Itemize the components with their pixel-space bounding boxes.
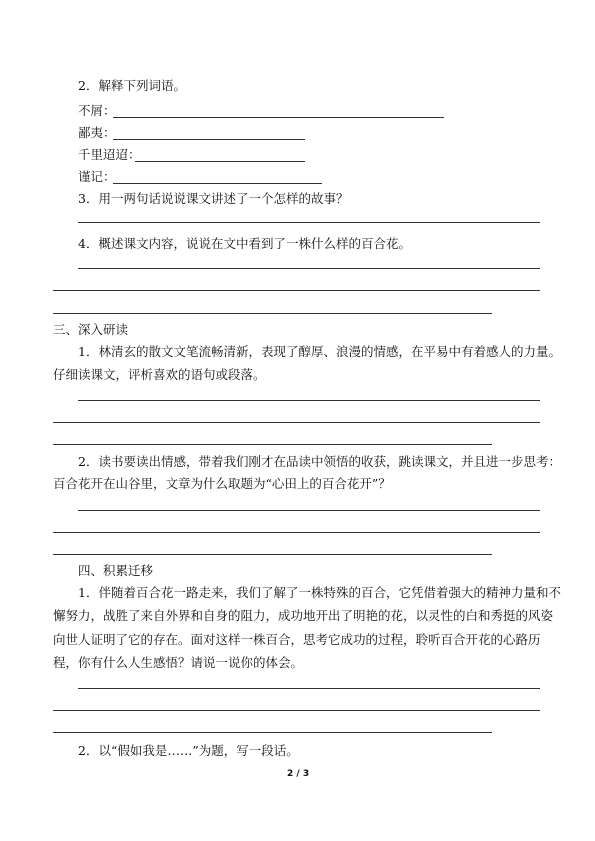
answer-line[interactable] [53, 554, 492, 555]
section-4-q1-line3: 向世人证明了它的存在。面对这样一株百合，思考它成功的过程，聆听百合开花的心路历 [53, 632, 541, 647]
section-4-q1-line4: 程，你有什么人生感悟？请说一说你的体会。 [53, 655, 304, 670]
question-4-title: 4．概述课文内容，说说在文中看到了一株什么样的百合花。 [78, 236, 411, 251]
section-3-heading: 三、深入研读 [53, 322, 129, 337]
answer-line[interactable] [53, 422, 540, 423]
section-3-q2-line1: 2．读书要读出情感，带着我们刚才在品读中领悟的收获，跳读课文，并且进一步思考： [78, 454, 561, 469]
answer-line[interactable] [78, 688, 540, 689]
question-3-title: 3．用一两句话说说课文讲述了一个怎样的故事？ [78, 191, 349, 206]
answer-line[interactable] [53, 710, 540, 711]
section-3-q1-line2: 仔细读课文，评析喜欢的语句或段落。 [53, 367, 266, 382]
section-4-q1-line2: 懈努力，战胜了来自外界和自身的阻力，成功地开出了明艳的花，以灵性的白和秀挺的风姿 [53, 608, 554, 623]
answer-line[interactable] [78, 400, 540, 401]
page-number: 2 / 3 [287, 769, 310, 779]
answer-line[interactable] [78, 222, 540, 223]
section-4-q1-line1: 1．伴随着百合花一路走来，我们了解了一株特殊的百合，它凭借着强大的精神力量和不 [78, 585, 561, 600]
answer-line[interactable] [53, 290, 540, 291]
term-jinji-label: 谨记： [78, 169, 116, 184]
answer-line[interactable] [53, 732, 492, 733]
term-biyi-blank[interactable] [113, 139, 305, 140]
section-4-q2-title: 2．以“假如我是……”为题，写一段话。 [78, 743, 299, 758]
answer-line[interactable] [53, 444, 492, 445]
term-buxie-blank[interactable] [113, 117, 444, 118]
answer-line[interactable] [53, 532, 540, 533]
term-qianlitiaotiao-label: 千里迢迢： [78, 147, 141, 162]
answer-line[interactable] [53, 313, 492, 314]
term-qianlitiaotiao-blank[interactable] [135, 161, 305, 162]
question-2-title: 2．解释下列词语。 [78, 78, 186, 93]
section-3-q1-line1: 1．林清玄的散文文笔流畅清新，表现了醇厚、浪漫的情感，在平易中有着感人的力量。 [78, 344, 561, 359]
term-buxie-label: 不屑： [78, 103, 116, 118]
answer-line[interactable] [78, 510, 540, 511]
term-biyi-label: 鄙夷： [78, 125, 116, 140]
section-4-heading: 四、积累迁移 [78, 563, 154, 578]
term-jinji-blank[interactable] [113, 183, 322, 184]
answer-line[interactable] [78, 268, 540, 269]
section-3-q2-line2: 百合花开在山谷里，文章为什么取题为“心田上的百合花开”？ [53, 476, 391, 491]
